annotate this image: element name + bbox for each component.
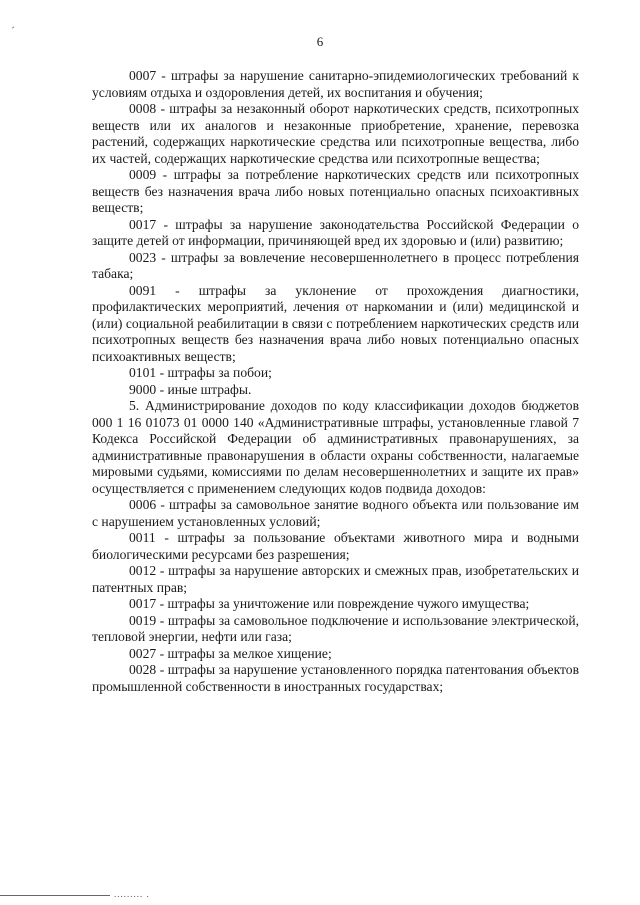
paragraph-0012-copyright: 0012 - штрафы за нарушение авторских и смежных прав, изобретательских и патентных прав; <box>92 563 579 595</box>
paragraph-0091-diagnostics: 0091 - штрафы за уклонение от прохождения диагностики, профилактических мероприятий, лечения от наркомании и (или) медицинской и (или) социальной реабилитации в связи с потреблением наркотических средств или психотропных веществ без назначения врача либо новых потенциально опасных психоактивных веществ; <box>92 282 579 364</box>
paragraph-0006-water-object: 0006 - штрафы за самовольное занятие водного объекта или пользование им с нарушением установленных условий; <box>92 497 579 529</box>
paragraph-0101-battery: 0101 - штрафы за побои; <box>129 365 272 380</box>
paragraph-section-5: 5. Администрирование доходов по коду классификации доходов бюджетов 000 1 16 01073 01 0000 140 «Административные штрафы, установленные главой 7 Кодекса Российской Федерации об административных правонарушениях, за административные правонарушения в области охраны собственности, налагаемые мировыми судьями, комиссиями по делам несовершеннолетних и защите их прав» осуществляется с применением следующих кодов подвида доходов: <box>92 398 579 496</box>
paragraph-0027-petty-theft: 0027 - штрафы за мелкое хищение; <box>129 645 332 661</box>
paragraph-0007-sanitary: 0007 - штрафы за нарушение санитарно-эпидемиологических требований к условиям отдыха и оздоровления детей, их воспитания и обучения; <box>92 68 579 100</box>
paragraph-0023-tobacco: 0023 - штрафы за вовлечение несовершеннолетнего в процесс потребления табака; <box>92 249 579 281</box>
footer-rule <box>0 895 110 896</box>
paragraph-0019-energy-theft: 0019 - штрафы за самовольное подключение и использование электрической, тепловой энергии, нефти или газа; <box>92 612 579 644</box>
paragraph-0008-narcotics-trafficking: 0008 - штрафы за незаконный оборот наркотических средств, психотропных веществ или их аналогов и незаконные приобретение, хранение, перевозка растений, содержащих наркотические средства или психотропные вещества, либо их частей, содержащих наркотические средства или психотропные вещества; <box>92 101 579 166</box>
paragraph-9000-other: 9000 - иные штрафы. <box>129 381 252 397</box>
paragraph-0009-narcotics-use: 0009 - штрафы за потребление наркотических средств или психотропных веществ без назначения врача либо новых потенциально опасных психоактивных веществ; <box>92 167 579 215</box>
footer-dots: ......... . <box>114 889 150 899</box>
paragraph-0011-wildlife: 0011 - штрафы за пользование объектами животного мира и водными биологическими ресурсами без разрешения; <box>92 530 579 562</box>
paragraph-0017-property-damage: 0017 - штрафы за уничтожение или повреждение чужого имущества; <box>129 596 530 611</box>
page-number: 6 <box>316 34 324 49</box>
document-body <box>92 68 579 695</box>
paragraph-0028-patenting: 0028 - штрафы за нарушение установленного порядка патентования объектов промышленной собственности в иностранных государствах; <box>92 662 579 694</box>
scan-mark: ´ <box>11 24 15 38</box>
paragraph-0017-child-information: 0017 - штрафы за нарушение законодательства Российской Федерации о защите детей от информации, причиняющей вред их здоровью и (или) развитию; <box>92 216 579 248</box>
